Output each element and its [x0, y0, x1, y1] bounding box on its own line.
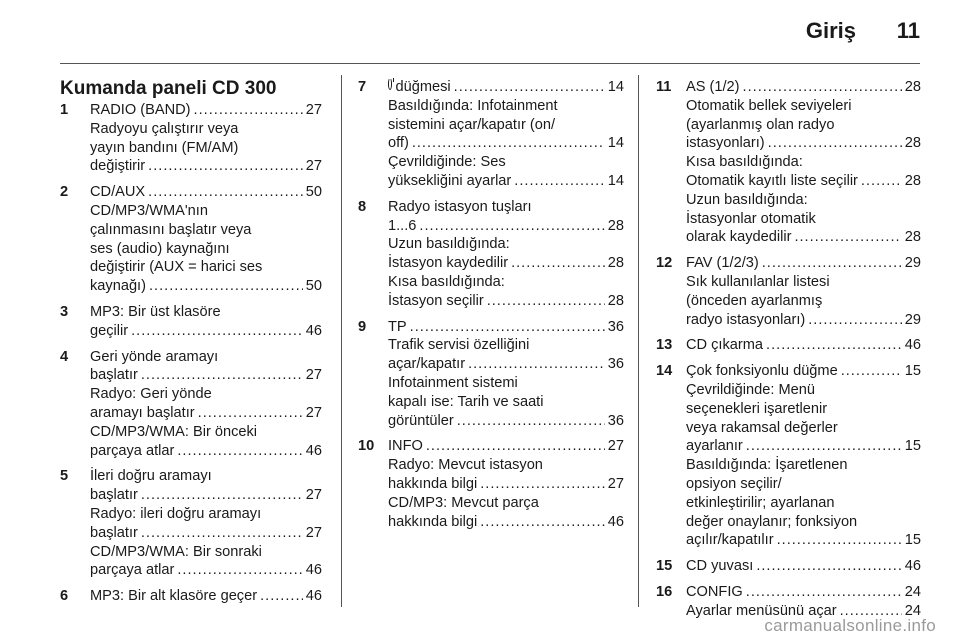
entry-line: [388, 134, 624, 153]
entry-text: olarak kaydedilir: [686, 229, 792, 246]
watermark: carmanualsonline.info: [764, 616, 936, 635]
entry-line: [388, 78, 624, 97]
page-reference: 28: [904, 229, 921, 246]
entry-text: İstasyon kaydedilir: [388, 255, 509, 272]
dot-leader: [141, 366, 303, 385]
entry-text: geçilir: [90, 322, 129, 339]
dot-leader: [777, 531, 902, 550]
page-reference: 46: [305, 442, 322, 459]
control-entry-1: [60, 101, 322, 176]
entry-line: [686, 531, 921, 550]
entry-text: TP: [388, 318, 407, 335]
dot-leader: [861, 172, 902, 191]
dot-leader: [746, 583, 902, 602]
entry-line: [388, 292, 624, 311]
entry-line: [90, 366, 322, 385]
entry-text: Radyoyu çalıştırır veya: [90, 120, 239, 137]
control-entry-14: [656, 362, 921, 550]
entry-line: [686, 513, 921, 532]
entry-text: görüntüler: [388, 412, 454, 429]
entry-text: MP3: Bir alt klasöre geçer: [90, 588, 258, 605]
entry-line: [90, 505, 322, 524]
column-1: [60, 78, 322, 613]
page-reference: 27: [607, 475, 624, 492]
entry-line: [90, 486, 322, 505]
entry-line: [686, 437, 921, 456]
entry-text: değiştirir (AUX = harici ses: [90, 259, 263, 276]
control-number: 10: [358, 438, 375, 455]
dot-leader: [141, 486, 303, 505]
page-reference: 46: [904, 337, 921, 354]
entry-text: parçaya atlar: [90, 562, 175, 579]
entry-line: [90, 543, 322, 562]
page-reference: 46: [607, 513, 624, 530]
entry-line: [388, 116, 624, 135]
page-reference: 24: [904, 583, 921, 600]
entry-text: CD çıkarma: [686, 337, 764, 354]
page-reference: 27: [305, 367, 322, 384]
entry-text: Infotainment sistemi: [388, 374, 518, 391]
control-entry-8: [358, 198, 624, 311]
entry-line: [686, 494, 921, 513]
control-number: 6: [60, 588, 69, 605]
entry-line: [90, 423, 322, 442]
entry-text: Basıldığında: İşaretlenen: [686, 457, 848, 474]
page-reference: 27: [607, 438, 624, 455]
dot-leader: [148, 183, 303, 202]
control-number: 16: [656, 583, 673, 600]
page-reference: 14: [607, 79, 624, 95]
entry-line: [388, 336, 624, 355]
entry-line: [686, 172, 921, 191]
entry-line: [388, 254, 624, 273]
entry-text: aramayı başlatır: [90, 404, 195, 421]
entry-text: CD/MP3: Mevcut parça: [388, 494, 539, 511]
entry-text: Sık kullanılanlar listesi: [686, 273, 830, 290]
entry-text: İleri doğru aramayı: [90, 468, 212, 485]
entry-text: seçenekleri işaretlenir: [686, 400, 828, 417]
control-number: 13: [656, 337, 673, 354]
control-number: 11: [656, 79, 672, 95]
dot-leader: [762, 254, 902, 273]
entry-text: Radyo: ileri doğru aramayı: [90, 505, 262, 522]
page-reference: 50: [305, 184, 322, 201]
entry-line: [388, 153, 624, 172]
entry-line: [686, 362, 921, 381]
dot-leader: [480, 513, 605, 532]
control-entry-13: [656, 336, 921, 355]
dot-leader: [746, 437, 902, 456]
entry-line: [90, 221, 322, 240]
dot-leader: [141, 524, 303, 543]
entry-line: [90, 183, 322, 202]
entry-text: CD/MP3/WMA: Bir sonraki: [90, 543, 262, 560]
page-reference: 28: [607, 292, 624, 309]
entry-line: [686, 210, 921, 229]
entry-line: [90, 348, 322, 367]
entry-text: Kısa basıldığında:: [388, 273, 505, 290]
page-reference: 46: [305, 322, 322, 339]
entry-line: [686, 419, 921, 438]
control-number: 3: [60, 303, 69, 320]
entry-text: Çok fonksiyonlu düğme: [686, 363, 838, 380]
entry-line: [90, 467, 322, 486]
page-reference: 28: [904, 172, 921, 189]
entry-text: değer onaylanır; fonksiyon: [686, 513, 858, 530]
entry-line: [388, 273, 624, 292]
entry-line: [90, 202, 322, 221]
entry-text: sistemini açar/kapatır (on/: [388, 116, 556, 133]
entry-line: [686, 228, 921, 247]
entry-text: hakkında bilgi: [388, 475, 478, 492]
entry-text: düğmesi: [395, 79, 451, 95]
entry-text: Ayarlar menüsünü açar: [686, 602, 837, 619]
dot-leader: [131, 322, 303, 341]
entry-line: [686, 400, 921, 419]
page-reference: 29: [904, 255, 921, 272]
control-entry-7: [358, 78, 624, 191]
dot-leader: [148, 157, 303, 176]
dot-leader: [419, 217, 604, 236]
entry-line: [686, 475, 921, 494]
entry-line: [90, 157, 322, 176]
dot-leader: [808, 311, 902, 330]
column-divider: [638, 75, 639, 607]
control-number: 2: [60, 184, 69, 201]
entry-text: Basıldığında: Infotainment: [388, 97, 558, 114]
page-reference: 29: [904, 311, 921, 328]
page-reference: 27: [305, 102, 322, 118]
page-reference: 28: [607, 217, 624, 234]
entry-text: ses (audio) kaynağını: [90, 240, 230, 257]
entry-text: Uzun basıldığında:: [686, 191, 808, 208]
dot-leader: [194, 101, 303, 120]
entry-line: [388, 97, 624, 116]
entry-text: çalınmasını başlatır veya: [90, 221, 252, 238]
entry-line: [90, 139, 322, 158]
entry-line: [90, 442, 322, 461]
entry-text: değiştirir: [90, 158, 146, 175]
page-reference: 28: [607, 255, 624, 272]
entry-text: CD yuvası: [686, 558, 754, 575]
control-number: 5: [60, 468, 69, 485]
entry-line: [90, 258, 322, 277]
entry-line: [388, 217, 624, 236]
page-reference: 27: [305, 487, 322, 504]
entry-text: (önceden ayarlanmış: [686, 292, 823, 309]
control-entry-3: [60, 303, 322, 341]
entry-text: (ayarlanmış olan radyo: [686, 116, 835, 133]
entry-line: [686, 134, 921, 153]
control-entry-6: [60, 587, 322, 606]
page-reference: 28: [904, 135, 921, 152]
entry-text: off): [388, 135, 409, 152]
control-number: 1: [60, 102, 69, 118]
dot-leader: [177, 561, 302, 580]
entry-text: veya rakamsal değerler: [686, 419, 838, 436]
dot-leader: [794, 228, 901, 247]
entry-line: [388, 198, 624, 217]
page-reference: 15: [904, 363, 921, 380]
entry-text: Radyo: Geri yönde: [90, 386, 212, 403]
entry-text: başlatır: [90, 487, 138, 504]
entry-line: [90, 240, 322, 259]
entry-line: [388, 374, 624, 393]
entry-line: [686, 583, 921, 602]
entry-text: parçaya atlar: [90, 442, 175, 459]
dot-leader: [260, 587, 303, 606]
entry-text: açar/kapatır: [388, 356, 466, 373]
entry-text: ayarlanır: [686, 438, 743, 455]
control-entry-5: [60, 467, 322, 580]
page-reference: 14: [607, 135, 624, 152]
entry-line: [686, 557, 921, 576]
entry-line: [388, 393, 624, 412]
entry-text: kaynağı): [90, 278, 146, 295]
entry-line: [388, 172, 624, 191]
entry-text: kapalı ise: Tarih ve saati: [388, 393, 544, 410]
control-entry-4: [60, 348, 322, 461]
control-number: 4: [60, 348, 69, 365]
entry-text: yayın bandını (FM/AM): [90, 139, 239, 156]
entry-line: [388, 235, 624, 254]
column-3: [656, 78, 921, 628]
entry-text: Kısa basıldığında:: [686, 154, 803, 171]
entry-line: [686, 191, 921, 210]
control-entry-16: [656, 583, 921, 621]
entry-text: başlatır: [90, 367, 138, 384]
entry-text: açılır/kapatılır: [686, 532, 774, 549]
control-entry-11: [656, 78, 921, 247]
page-reference: 27: [305, 524, 322, 541]
page-reference: 24: [904, 602, 921, 619]
entry-text: İstasyonlar otomatik: [686, 210, 816, 227]
dot-leader: [149, 277, 303, 296]
entry-text: 1...6: [388, 217, 417, 234]
page-number: 11: [896, 18, 920, 43]
page-reference: 50: [305, 278, 322, 295]
entry-line: [388, 513, 624, 532]
page-reference: 36: [607, 318, 624, 335]
control-number: 9: [358, 318, 367, 335]
control-entry-12: [656, 254, 921, 329]
entry-text: Trafik servisi özelliğini: [388, 337, 530, 354]
control-entry-10: [358, 437, 624, 531]
entry-line: [388, 437, 624, 456]
control-number: 12: [656, 255, 673, 272]
entry-text: AS (1/2): [686, 79, 740, 95]
entry-line: [388, 475, 624, 494]
entry-line: [388, 318, 624, 337]
page-reference: 15: [904, 532, 921, 549]
entry-line: [90, 322, 322, 341]
entry-text: opsiyon seçilir/: [686, 475, 782, 492]
entry-line: [686, 78, 921, 97]
entry-line: [686, 292, 921, 311]
dot-leader: [468, 355, 605, 374]
dot-leader: [766, 336, 902, 355]
entry-text: CD/MP3/WMA: Bir önceki: [90, 423, 258, 440]
control-number: 8: [358, 198, 367, 215]
page-reference: 15: [904, 438, 921, 455]
entry-text: Geri yönde aramayı: [90, 348, 219, 365]
entry-text: etkinleştirilir; ayarlanan: [686, 494, 835, 511]
entry-line: [388, 355, 624, 374]
entry-line: [686, 116, 921, 135]
entry-text: radyo istasyonları): [686, 311, 806, 328]
column-divider: [341, 75, 342, 607]
entry-text: başlatır: [90, 524, 138, 541]
dot-leader: [457, 412, 605, 431]
entry-text: INFO: [388, 438, 423, 455]
entry-line: [686, 456, 921, 475]
dot-leader: [198, 404, 303, 423]
dot-leader: [412, 134, 605, 153]
entry-line: [90, 587, 322, 606]
page-reference: 27: [305, 404, 322, 421]
dot-leader: [480, 475, 605, 494]
entry-text: istasyonları): [686, 135, 765, 152]
dot-leader: [410, 318, 605, 337]
entry-line: [686, 97, 921, 116]
page-reference: 28: [904, 79, 921, 95]
dot-leader: [841, 362, 902, 381]
dot-leader: [454, 78, 605, 97]
entry-text: Radyo: Mevcut istasyon: [388, 457, 543, 474]
entry-line: [388, 412, 624, 431]
entry-text: Radyo istasyon tuşları: [388, 198, 532, 215]
page-reference: 46: [904, 558, 921, 575]
entry-line: [90, 561, 322, 580]
entry-text: Uzun basıldığında:: [388, 236, 510, 253]
entry-text: CD/MP3/WMA'nın: [90, 202, 208, 219]
entry-line: [90, 404, 322, 423]
entry-text: Otomatik kayıtlı liste seçilir: [686, 172, 858, 189]
entry-text: FAV (1/2/3): [686, 255, 759, 272]
page-reference: 14: [607, 172, 624, 189]
control-number: 15: [656, 558, 673, 575]
dot-leader: [511, 254, 605, 273]
entry-line: [686, 311, 921, 330]
entry-line: [90, 277, 322, 296]
entry-line: [90, 101, 322, 120]
entry-text: İstasyon seçilir: [388, 292, 484, 309]
control-entry-15: [656, 557, 921, 576]
entry-line: [686, 336, 921, 355]
page-reference: 36: [607, 412, 624, 429]
entry-line: [90, 385, 322, 404]
section-title: Kumanda paneli CD 300: [60, 78, 277, 99]
dot-leader: [756, 557, 901, 576]
entry-line: [90, 524, 322, 543]
entry-text: MP3: Bir üst klasöre: [90, 303, 221, 320]
entry-line: [90, 303, 322, 322]
power-icon: [388, 78, 392, 90]
entry-text: Otomatik bellek seviyeleri: [686, 97, 852, 114]
entry-text: hakkında bilgi: [388, 513, 478, 530]
dot-leader: [487, 292, 605, 311]
entry-line: [90, 120, 322, 139]
dot-leader: [743, 78, 902, 97]
entry-text: yüksekliğini ayarlar: [388, 172, 512, 189]
entry-line: [686, 153, 921, 172]
control-entry-9: [358, 318, 624, 431]
entry-text: Çevrildiğinde: Menü: [686, 381, 815, 398]
page-reference: 46: [305, 588, 322, 605]
entry-line: [686, 273, 921, 292]
control-number: 14: [656, 363, 673, 380]
page-reference: 27: [305, 158, 322, 175]
control-number: 7: [358, 79, 367, 95]
dot-leader: [426, 437, 605, 456]
entry-text: Çevrildiğinde: Ses: [388, 154, 506, 171]
page-reference: 36: [607, 356, 624, 373]
dot-leader: [768, 134, 902, 153]
entry-text: CONFIG: [686, 583, 743, 600]
dot-leader: [514, 172, 604, 191]
entry-line: [686, 254, 921, 273]
chapter-title: Giriş: [805, 18, 856, 43]
entry-line: [388, 456, 624, 475]
control-entry-2: [60, 183, 322, 296]
page-reference: 46: [305, 562, 322, 579]
dot-leader: [177, 442, 302, 461]
page-header: [0, 18, 960, 54]
header-rule: [60, 63, 920, 64]
entry-text: CD/AUX: [90, 184, 146, 201]
column-2: [358, 78, 624, 538]
entry-line: [388, 494, 624, 513]
entry-text: RADIO (BAND): [90, 102, 191, 118]
entry-line: [686, 381, 921, 400]
